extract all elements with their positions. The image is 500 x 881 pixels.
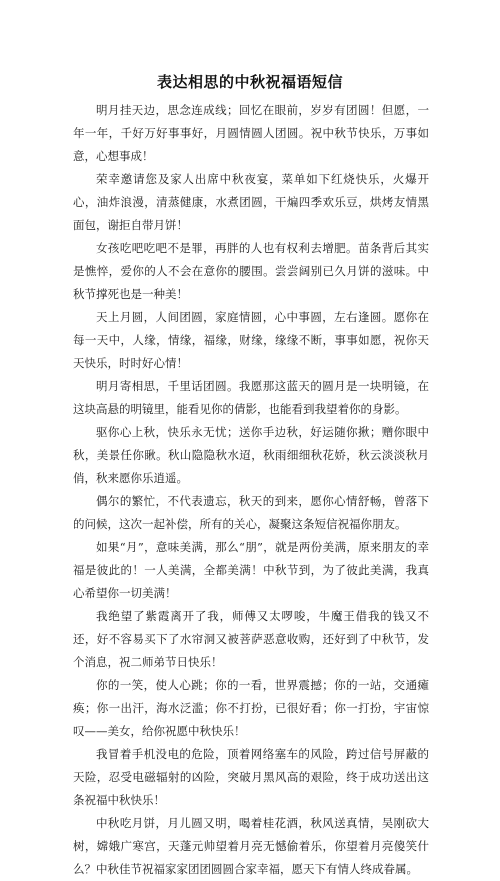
paragraph-11: 我冒着手机没电的危险，顶着网络塞车的风险，跨过信号屏蔽的天险，忍受电磁辐射的凶险，突破月黑风高的艰险，终于成功送出这条祝福中秋快乐！ <box>73 747 429 807</box>
page-title: 表达相思的中秋祝福语短信 <box>156 73 343 91</box>
paragraph-6: 驱你心上秋，快乐永无忧；送你手边秋，好运随你揪；赠你眼中秋，美景任你瞅。秋山隐隐秋水迢，秋雨细细秋花娇，秋云淡淡秋月俏，秋来愿你乐逍遥。 <box>73 425 429 485</box>
paragraph-2: 荣幸邀请您及家人出席中秋夜宴，菜单如下红烧快乐，火爆开心，油炸浪漫，清蒸健康，水煮团圆，干煸四季欢乐豆，烘烤友情黑面包，谢拒自带月饼！ <box>73 172 429 232</box>
paragraph-3: 女孩吃吧吃吧不是罪，再胖的人也有权利去增肥。苗条背后其实是憔悴，爱你的人不会在意你的腰围。尝尝阔别已久月饼的滋味。中秋节撑死也是一种美！ <box>73 241 429 301</box>
paragraph-8: 如果“月”，意味美满，那么“朋”，就是两份美满，原来朋友的幸福是彼此的！一人美满，全都美满！中秋节到，为了彼此美满，我真心希望你一切美满！ <box>73 540 429 600</box>
paragraph-10: 你的一笑，使人心跳；你的一看，世界震撼；你的一站，交通瘫痪；你一出汗，海水泛滥；你不打扮，已很好看；你一打扮，宇宙惊叹——美女，给你祝愿中秋快乐！ <box>73 678 429 738</box>
paragraph-7: 偶尔的繁忙，不代表遗忘，秋天的到来，愿你心情舒畅，曾落下的问候，这次一起补偿，所有的关心，凝聚这条短信祝福你朋友。 <box>73 494 429 531</box>
article-body <box>73 99 429 881</box>
paragraph-4: 天上月圆，人间团圆，家庭情圆，心中事圆，左右逢圆。愿你在每一天中，人缘，情缘，福缘，财缘，缘缘不断，事事如愿，祝你天天快乐，时时好心情！ <box>73 310 429 370</box>
paragraph-9: 我绝望了紫霞离开了我，师傅又太啰唆，牛魔王借我的钱又不还，好不容易买下了水帘洞又被菩萨恶意收购，还好到了中秋节，发个消息，祝二师弟节日快乐！ <box>73 609 429 669</box>
paragraph-12: 中秋吃月饼，月儿圆又明，喝着桂花酒，秋风送真情，吴刚砍大树，嫦娥广寒宫，天蓬元帅望着月亮无憾偷着乐，你望着月亮傻笑什么？中秋佳节祝福家家团团圆圆合家幸福，愿天下有情人终成眷属。 <box>73 816 429 876</box>
paragraph-5: 明月寄相思，千里话团圆。我愿那这蓝天的圆月是一块明镜，在这块高悬的明镜里，能看见你的倩影，也能看到我望着你的身影。 <box>73 379 429 416</box>
paragraph-1: 明月挂天边，思念连成线；回忆在眼前，岁岁有团圆！但愿，一年一年，千好万好事事好，月圆情圆人团圆。祝中秋节快乐，万事如意，心想事成！ <box>73 103 429 163</box>
